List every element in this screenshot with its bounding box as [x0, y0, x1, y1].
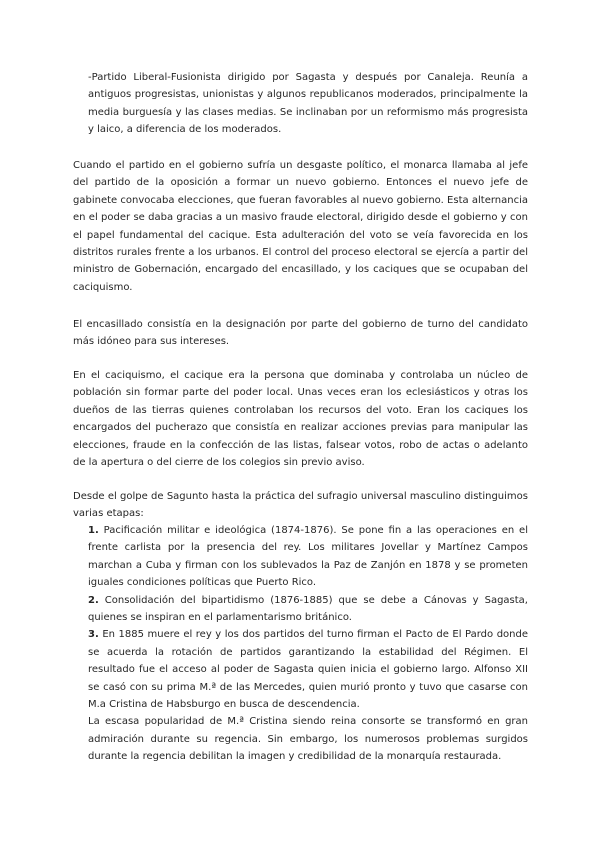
intro-paragraph: -Partido Liberal-Fusionista dirigido por Sagasta y después por Canaleja. Reunía a antiguos progresistas, unionistas y algunos republicanos moderados, principalmente la media burguesía y las clases medias. Se inclinaban por un reformismo más progresista y laico, a diferencia de los moderados.	[88, 72, 528, 136]
paragraph-etapas-intro: Desde el golpe de Sagunto hasta la práctica del sufragio universal masculino distinguimos varias etapas:	[73, 491, 528, 520]
stage-item	[88, 592, 528, 627]
closing-paragraph: La escasa popularidad de M.ª Cristina siendo reina consorte se transformó en gran admiración durante su regencia. Sin embargo, los numerosos problemas surgidos durante la regencia debilitan la imagen y credibilidad de la monarquía restaurada.	[88, 716, 528, 763]
paragraph-caciquismo: En el caciquismo, el cacique era la persona que dominaba y controlaba un núcleo de población sin formar parte del poder local. Unas veces eran los eclesiásticos y otras los dueños de las tierras quienes controlaban los recursos del voto. Eran los caciques los encargados del pucherazo que consistía en realizar acciones previas para manipular las elecciones, fraude en la confección de las listas, falsear votos, robo de actas o adelanto de la apertura o del cierre de los colegios sin previo aviso.	[73, 370, 528, 469]
stage-number: 3.	[88, 629, 99, 641]
stage-text: Pacificación militar e ideológica (1874-1876). Se pone fin a las operaciones en el frente carlista por la presencia del rey. Los militares Jovellar y Martínez Campos marchan a Cuba y firman con los sublevados la Paz de Zanjón en 1878 y se prometen iguales condiciones políticas que Puerto Rico.	[88, 525, 528, 589]
stage-item	[88, 522, 528, 592]
paragraph-encasillado: El encasillado consistía en la designación por parte del gobierno de turno del candidato más idóneo para sus intereses.	[73, 319, 528, 348]
stage-text: En 1885 muere el rey y los dos partidos del turno firman el Pacto de El Pardo donde se acuerda la rotación de partidos garantizando la estabilidad del Régimen. El resultado fue el acceso al poder de Sagasta quien inicia el gobierno largo. Alfonso XII se casó con su prima M.ª de las Mercedes, quien murió pronto y tuvo que casarse con M.a Cristina de Habsburgo en busca de descendencia.	[88, 629, 528, 711]
stage-number: 2.	[88, 594, 99, 606]
paragraph-turnismo: Cuando el partido en el gobierno sufría un desgaste político, el monarca llamaba al jefe del partido de la oposición a formar un nuevo gobierno. Entonces el nuevo jefe de gabinete convocaba elecciones, que fueran favorables al nuevo gobierno. Esta alternancia en el poder se daba gracias a un masivo fraude electoral, dirigido desde el gobierno y con el papel fundamental del cacique. Esta adulteración del voto se veía favorecida en los distritos rurales frente a los urbanos. El control del proceso electoral se ejercía a partir del ministro de Gobernación, encargado del encasillado, y los caciques que se ocupaban del caciquismo.	[73, 160, 528, 293]
stages-list	[88, 522, 528, 766]
stage-item	[88, 626, 528, 713]
stage-number: 1.	[88, 525, 99, 536]
stage-text: Consolidación del bipartidismo (1876-1885) que se debe a Cánovas y Sagasta, quienes se inspiran en el parlamentarismo británico.	[88, 594, 528, 624]
